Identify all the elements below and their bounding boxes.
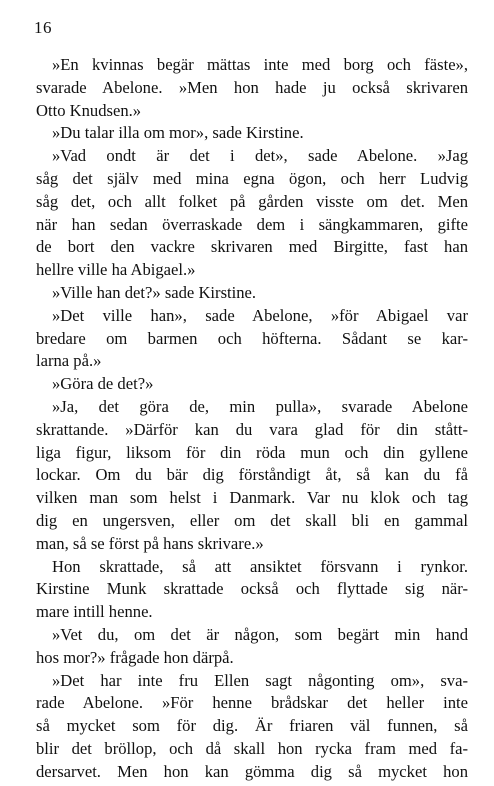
text-line: man, så se först på hans skrivare.» [36, 533, 264, 553]
text-line: skrattande. »Därför kan du vara glad för din stått- [36, 419, 468, 439]
text-line: liga figur, liksom för din röda mun och din gyllene [36, 442, 468, 462]
page-text [36, 54, 468, 784]
text-line: »Du talar illa om mor», sade Kirstine. [52, 123, 304, 143]
text-line: de bort den vackre skrivaren med Birgitte, fast han [36, 237, 468, 257]
text-line: vilken man som helst i Danmark. Var nu klok och tag [36, 488, 468, 508]
text-line: »En kvinnas begär mättas inte med borg och fäste», [52, 55, 468, 74]
text-line: när han sedan överraskade dem i sängkammaren, gifte [36, 214, 468, 234]
text-line: »Göra de det?» [52, 374, 154, 394]
text-line: »Vet du, om det är någon, som begärt min hand [52, 624, 468, 644]
text-line: blir det bröllop, och då skall hon rycka fram med fa- [36, 738, 468, 758]
text-line: dersarvet. Men hon kan gömma dig så mycket hon [36, 761, 468, 781]
text-line: dig en ungersven, eller om det skall bli en gammal [36, 510, 468, 530]
text-line: »Det har inte fru Ellen sagt någonting om», sva- [52, 670, 468, 690]
text-line: »Det ville han», sade Abelone, »för Abigael var [52, 305, 468, 325]
text-line: Otto Knudsen.» [36, 100, 142, 120]
text-line: »Ja, det göra de, min pulla», svarade Abelone [52, 396, 468, 416]
text-line: Hon skrattade, så att ansiktet försvann i rynkor. [52, 556, 468, 576]
text-line: mare intill henne. [36, 602, 153, 622]
text-line: svarade Abelone. »Men hon hade ju också skrivaren [36, 77, 468, 97]
text-line: larna på.» [36, 351, 102, 371]
text-line: »Vad ondt är det i det», sade Abelone. »Jag [52, 146, 468, 166]
text-line: såg det, och allt folket på gården visste om det. Men [36, 191, 468, 211]
text-line: bredare om barmen och höfterna. Sådant se kar- [36, 328, 468, 348]
text-line: lockar. Om du bär dig förståndigt åt, så kan du få [36, 465, 468, 485]
text-line: så mycket som för dig. Är friaren väl funnen, så [36, 716, 468, 736]
text-line: hellre ville ha Abigael.» [36, 260, 196, 280]
text-line: rade Abelone. »För henne brådskar det heller inte [36, 693, 468, 713]
text-line: Kirstine Munk skrattade också och flyttade sig när- [36, 579, 468, 599]
page-number: 16 [34, 18, 52, 37]
text-line: »Ville han det?» sade Kirstine. [52, 282, 257, 302]
text-line: såg det själv med mina egna ögon, och herr Ludvig [36, 168, 468, 188]
text-line: hos mor?» frågade hon därpå. [36, 647, 234, 667]
